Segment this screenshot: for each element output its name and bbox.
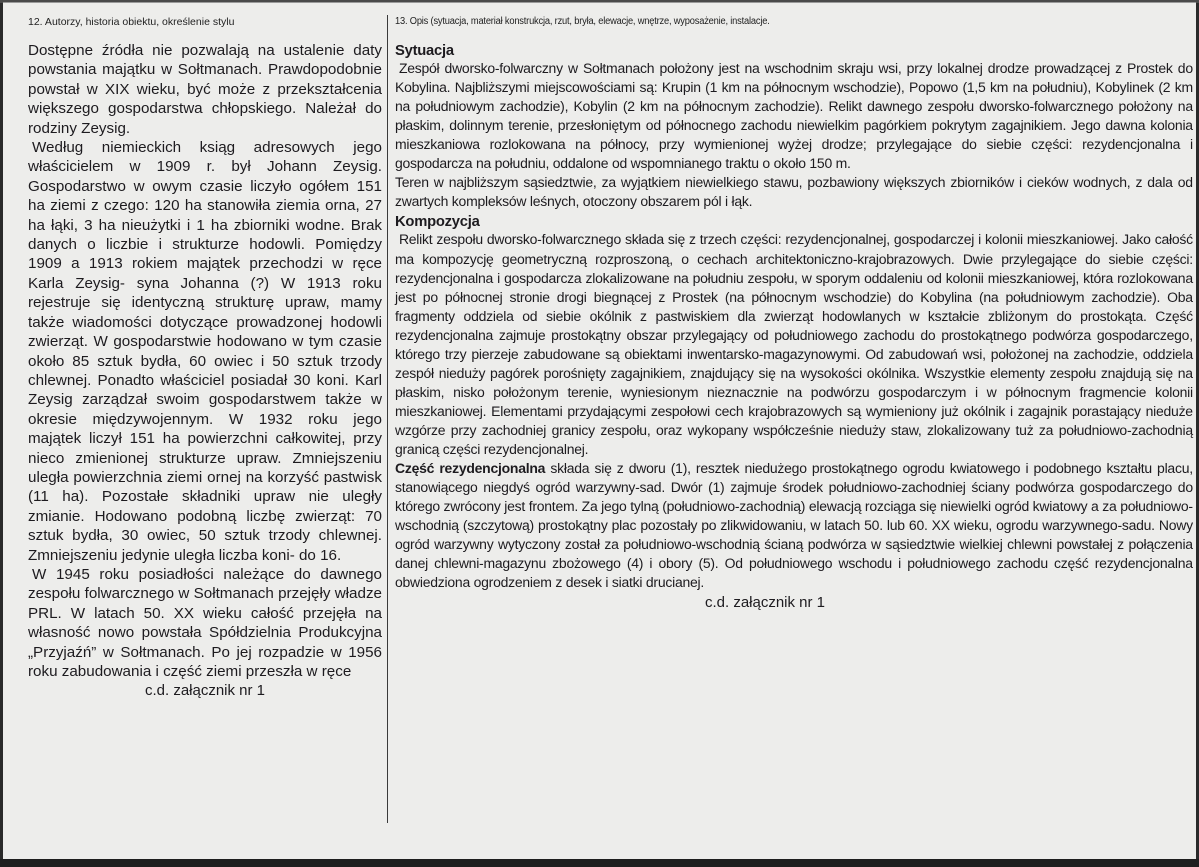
section-heading-sytuacja: Sytuacja	[395, 42, 454, 59]
document-page	[3, 2, 1196, 861]
section-heading-kompozycja: Kompozycja	[395, 213, 480, 231]
history-paragraph: Dostępne źródła nie pozwalają na ustalenie daty powstania majątku w Sołtmanach. Prawdopodobnie powstał w XIX wieku, być może z przekształcenia większego gospodarstwa chłopskiego. Należał do rodziny Zeysig.	[28, 42, 382, 137]
description-field-label: 13. Opis (sytuacja, materiał konstrukcja, rzut, bryła, elewacje, wnętrze, wyposażenie, instalacje.	[395, 16, 770, 27]
rezydencjonalna-paragraph	[395, 460, 1193, 593]
history-paragraph: Według niemieckich ksiąg adresowych jego właścicielem w 1909 r. był Johann Zeysig. Gospodarstwo w owym czasie liczyło ogółem 151 ha ziemi z czego: 120 ha stanowiła ziemia orna, 27 ha łąki, 3 ha nieużytki i 1 ha zbiorniki wodne. Brak danych o liczbie i strukturze hodowli. Pomiędzy 1909 a 1913 rokiem majątek przechodzi w ręce Karla Zeysig- syna Johanna (?) W 1913 roku rejestruje się identyczną strukturę upraw, mamy także wiadomości dotyczące prowadzonej hodowli zwierząt. W gospodarstwie hodowano w tym czasie około 85 sztuk bydła, 60 owiec i 50 sztuk trzody chlewnej. Ponadto właściciel posiadał 30 koni. Karl Zeysig zarządzał swoim gospodarstwem także w okresie międzywojennym. W 1932 roku jego majątek liczył 151 ha powierzchni całkowitej, przy nieco zmienionej strukturze upraw. Zmniejszeniu uległa powierzchnia ziemi ornej na korzyść pastwisk (11 ha). Pozostałe składniki upraw nie uległy zmianie. Hodowano podobną liczbę zwierząt: 70 sztuk bydła, 30 owiec, 50 sztuk trzody chlewnej. Zmniejszeniu jedynie uległa liczba koni- do 16.	[28, 139, 382, 564]
history-paragraph: W 1945 roku posiadłości należące do dawnego zespołu folwarcznego w Sołtmanach przejęły władze PRL. W latach 50. XX wieku całość przejęła na własność nowo powstała Spółdzielnia Produkcyjna „Przyjaźń” w Sołtmanach. Po jej rozpadzie w 1956 roku zabudowania i część ziemi przeszła w ręce	[28, 565, 382, 680]
rezydencjonalna-bold-lead: Część rezydencjonalna	[395, 461, 546, 478]
description-column	[395, 13, 1195, 612]
history-field-label: 12. Autorzy, historia obiektu, określenie stylu	[28, 16, 235, 28]
description-text	[395, 41, 1193, 593]
scan-bottom-edge	[0, 859, 1199, 867]
sytuacja-paragraph: Teren w najbliższym sąsiedztwie, za wyjątkiem niewielkiego stawu, pozbawiony większych zbiorników i cieków wodnych, z dala od zwartych kompleksów leśnych, otoczony obszarem pól i łąk.	[395, 175, 1193, 211]
description-continuation-note: c.d. załącznik nr 1	[704, 594, 826, 612]
history-continuation-note: c.d. załącznik nr 1	[144, 682, 266, 700]
rezydencjonalna-text: składa się z dworu (1), resztek niedużego prostokątnego ogrodu kwiatowego i podobnego kształtu placu, stanowiącego niegdyś ogród warzywny-sad. Dwór (1) zajmuje środek południowo-zachodniej ściany podwórza gospodarczego do którego zwrócony jest frontem. Za jego tylną (południowo-zachodnią) elewacją rozciąga się niewielki ogród kwiatowy a za południowo-wschodnią (szczytową) prostokątny plac pozostały po zlikwidowaniu, w latach 50. lub 60. XX wieku, ogrodu warzywnego-sadu. Nowy ogród warzywny wytyczony został za południowo-wschodnią ścianą podwórza w sąsiedztwie wielkiej chlewni powstałej z połączenia danej chlewni-magazynu zbożowego (4) i obory (5). Od południowego wschodu i południowego zachodu część rezydencjonalna obwiedziona ogrodzeniem z desek i siatki drucianej.	[395, 461, 1193, 592]
history-column	[28, 13, 382, 700]
kompozycja-paragraph: Relikt zespołu dworsko-folwarcznego składa się z trzech części: rezydencjonalnej, gospodarczej i kolonii mieszkaniowej. Jako całość ma kompozycję geometryczną rozproszoną, o cechach architektoniczno-krajobrazowych. Dwie przylegające do siebie części: rezydencjonalna i gospodarcza zlokalizowane na południu zespołu, w sporym oddaleniu od kolonii mieszkaniowej, która rozlokowana jest po północnej stronie drogi biegnącej z Prostek (na północnym wschodzie) do Kobylina (na południowym zachodzie). Oba fragmenty oddziela od siebie okólnik z pastwiskiem dla zwierząt hodowlanych w kształcie zbliżonym do prostokąta. Część rezydencjonalna zajmuje prostokątny obszar przylegający od południowego zachodu do prostokątnego podwórza gospodarczego, którego trzy pierzeje zabudowane są obiektami inwentarsko-magazynowymi. Od zabudowań wsi, położonej na zachodzie, oddziela zespół nieduży pagórek porośnięty zagajnikiem, znajdujący się na wysokości okólnika. Wszystkie elementy zespołu znajdują się na płaskim, nisko położonym terenie, wyniesionym nieznacznie na podwórzu gospodarczym i w północnym fragmencie kolonii mieszkaniowej. Elementami przydającymi zespołowi cech krajobrazowych są wymieniony już okólnik i zagajnik porastający nieduże wzgórze przy zachodniej granicy zespołu, oraz wykopany współcześnie nieduży staw, zlokalizowany tuż za południowo-zachodnią granicą części rezydencjonalnej.	[395, 232, 1193, 458]
history-text	[28, 41, 382, 681]
sytuacja-paragraph: Zespół dworsko-folwarczny w Sołtmanach położony jest na wschodnim skraju wsi, przy lokalnej drodze prowadzącej z Prostek do Kobylina. Najbliższymi miejscowościami są: Krupin (1 km na północnym wschodzie), Popowo (1,5 km na południu), Kobylinek (2 km na południowym zachodzie), Kobylin (2 km na północnym zachodzie). Relikt dawnego zespołu dworsko-folwarcznego położony na płaskim, dolinnym terenie, przesłoniętym od północnego zachodu niewielkim pagórkiem pokrytym zagajnikiem. Jego dawna kolonia mieszkaniowa rozlokowana na północy, przy wymienionej wyżej drodze; przylegające do siebie części: rezydencjonalna i gospodarcza na południu, oddalone od wspomnianego traktu o około 150 m.	[395, 61, 1193, 173]
column-divider	[387, 15, 388, 823]
